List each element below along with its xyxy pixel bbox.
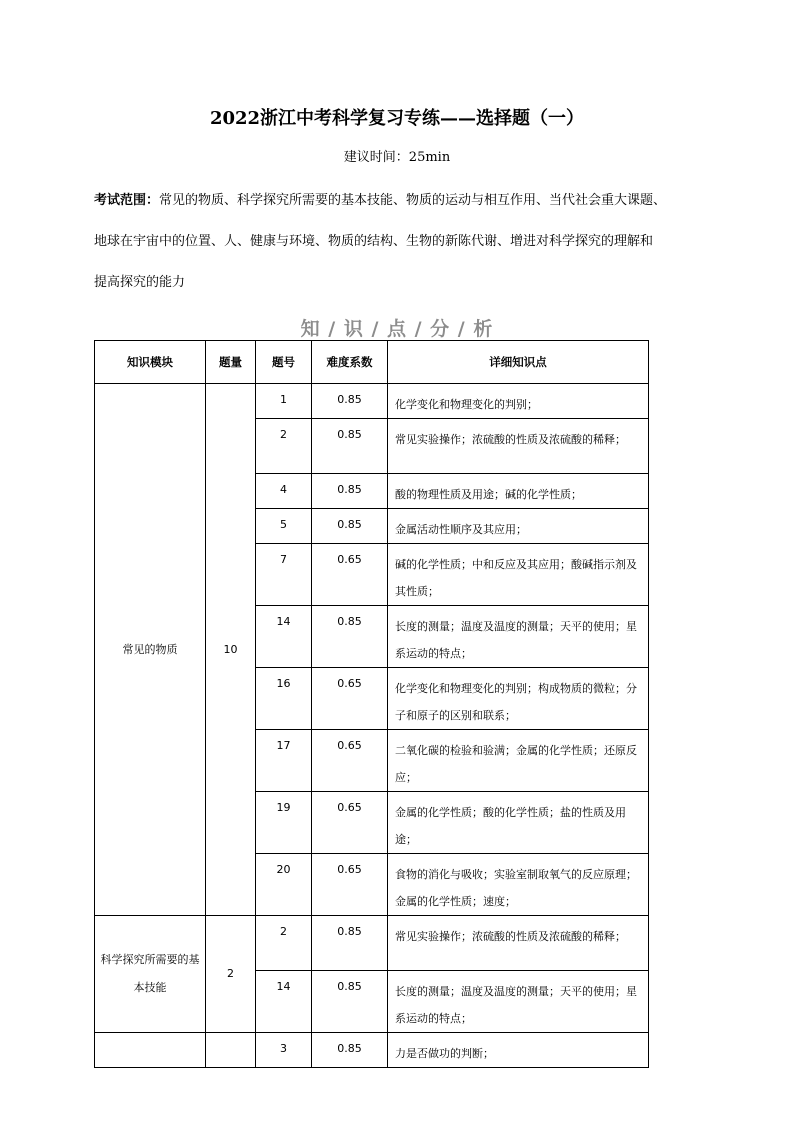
exam-scope-text-1: 常见的物质、科学探究所需要的基本技能、物质的运动与相互作用、当代社会重大课题、 [159,193,667,208]
detail-cell: 金属活动性顺序及其应用； [388,509,649,544]
count-cell: 10 [206,384,256,916]
detail-cell: 金属的化学性质；酸的化学性质；盐的性质及用途； [388,792,649,854]
question-no-cell: 20 [256,854,312,916]
question-no-cell: 14 [256,606,312,668]
detail-cell: 食物的消化与吸收；实验室制取氧气的反应原理；金属的化学性质；速度； [388,854,649,916]
difficulty-cell: 0.65 [312,668,388,730]
page-title: 2022浙江中考科学复习专练——选择题（一） [209,108,585,129]
question-no-cell: 1 [256,384,312,419]
question-no-cell: 14 [256,971,312,1033]
question-no-cell: 16 [256,668,312,730]
header-module: 知识模块 [95,341,206,384]
detail-cell: 常见实验操作；浓硫酸的性质及浓硫酸的稀释； [388,419,649,474]
difficulty-cell: 0.65 [312,544,388,606]
detail-cell: 二氧化碳的检验和验满；金属的化学性质；还原反应； [388,730,649,792]
detail-cell: 长度的测量；温度及温度的测量；天平的使用；星系运动的特点； [388,606,649,668]
detail-cell: 化学变化和物理变化的判别； [388,384,649,419]
difficulty-cell: 0.85 [312,509,388,544]
module-cell: 常见的物质 [95,384,206,916]
count-cell: 2 [206,916,256,1033]
table-header-row [95,341,649,384]
table-row [95,384,649,419]
exam-scope-line-2: 地球在宇宙中的位置、人、健康与环境、物质的结构、生物的新陈代谢、增进对科学探究的理解和 [94,234,654,249]
table-row [95,1033,649,1068]
question-no-cell: 5 [256,509,312,544]
detail-cell: 力是否做功的判断； [388,1033,649,1068]
question-no-cell: 2 [256,419,312,474]
difficulty-cell: 0.85 [312,384,388,419]
knowledge-analysis-heading: 知 / 识 / 点 / 分 / 析 [300,318,494,340]
exam-scope [94,180,719,303]
exam-scope-label: 考试范围： [94,193,160,208]
header-difficulty: 难度系数 [312,341,388,384]
exam-scope-line-3: 提高探究的能力 [94,275,186,290]
detail-cell: 碱的化学性质；中和反应及其应用；酸碱指示剂及其性质； [388,544,649,606]
detail-cell: 酸的物理性质及用途；碱的化学性质； [388,474,649,509]
header-count: 题量 [206,341,256,384]
module-cell: 科学探究所需要的基本技能 [95,916,206,1033]
difficulty-cell: 0.65 [312,792,388,854]
exam-scope-line-1 [94,180,719,221]
detail-cell: 化学变化和物理变化的判别；构成物质的微粒；分子和原子的区别和联系； [388,668,649,730]
difficulty-cell: 0.65 [312,730,388,792]
difficulty-cell: 0.65 [312,854,388,916]
header-question-no: 题号 [256,341,312,384]
difficulty-cell: 0.85 [312,419,388,474]
question-no-cell: 17 [256,730,312,792]
question-no-cell: 2 [256,916,312,971]
module-cell [95,1033,206,1068]
question-no-cell: 19 [256,792,312,854]
header-detail: 详细知识点 [388,341,649,384]
difficulty-cell: 0.85 [312,916,388,971]
difficulty-cell: 0.85 [312,1033,388,1068]
detail-cell: 常见实验操作；浓硫酸的性质及浓硫酸的稀释； [388,916,649,971]
question-no-cell: 3 [256,1033,312,1068]
knowledge-table [94,340,649,1068]
question-no-cell: 7 [256,544,312,606]
difficulty-cell: 0.85 [312,606,388,668]
suggested-time: 建议时间：25min [343,150,451,165]
detail-cell: 长度的测量；温度及温度的测量；天平的使用；星系运动的特点； [388,971,649,1033]
difficulty-cell: 0.85 [312,971,388,1033]
count-cell [206,1033,256,1068]
difficulty-cell: 0.85 [312,474,388,509]
question-no-cell: 4 [256,474,312,509]
table-row [95,916,649,971]
